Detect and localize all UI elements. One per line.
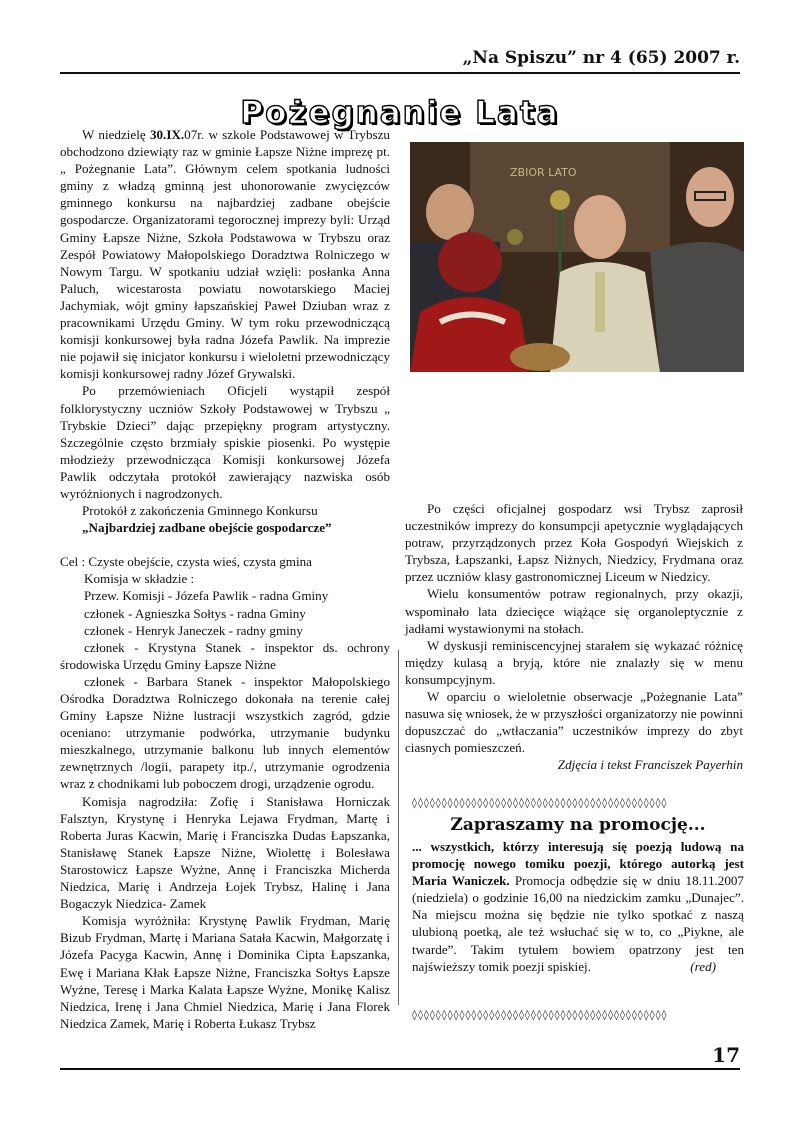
ornament-divider-bottom: ◊◊◊◊◊◊◊◊◊◊◊◊◊◊◊◊◊◊◊◊◊◊◊◊◊◊◊◊◊◊◊◊◊◊◊◊◊◊◊◊◊◊◊	[412, 1010, 668, 1021]
right-column	[405, 500, 743, 774]
awards-paragraph: Komisja nagrodziła: Zofię i Stanisława Horniczak Falsztyn, Krystynę i Henryka Lejawa Frydman, Martę i Roberta Juras Kacwin, Marię i Franciszka Dudas Łapszanka, Stanisławę Stanek Łapsze Niżne, Wiolettę i Bolesława Starostowicz Łapsze Wyżne, Annę i Franciszka Micherda Niedzica, Marię i Andrzeja Łojek Trybsz, Halinę i Jana Bogaczyk Niedzica- Zamek	[60, 793, 390, 912]
contest-name: „Najbardziej zadbane obejście gospodarcze”	[82, 520, 332, 536]
promo-box	[412, 838, 744, 975]
date-bold: 30.IX.	[149, 127, 185, 142]
committee-member: członek - Agnieszka Sołtys - radna Gminy	[84, 605, 306, 621]
committee-member: członek - Krystyna Stanek - inspektor ds. ochrony środowiska Urzędu Gminy Łapsze Niżne	[60, 639, 390, 672]
paragraph: Po przemówieniach Oficjeli wystąpił zespół folklorystyczny uczniów Szkoły Podstawowej w Trybszu „ Trybskie Dzieci” dając przepiękny program artystyczny. Szczególnie często brzmiały spiskie piosenki. Po występie młodzieży przewodnicząca Komisji konkursowej Józefa Pawlik odczytała protokół zawierający nazwiska osób wyróżnionych i nagrodzonych.	[60, 383, 390, 501]
photo-illustration	[410, 142, 744, 372]
promo-signature: (red)	[690, 958, 716, 974]
photo-credit: Zdjęcia i tekst Franciszek Payerhin	[557, 757, 743, 773]
article-title: Pożegnanie Lata	[240, 95, 560, 131]
ornament-divider-top: ◊◊◊◊◊◊◊◊◊◊◊◊◊◊◊◊◊◊◊◊◊◊◊◊◊◊◊◊◊◊◊◊◊◊◊◊◊◊◊◊◊◊◊	[412, 798, 668, 809]
column-divider	[398, 650, 399, 1005]
committee-heading: Komisja w składzie :	[84, 571, 195, 587]
distinctions-paragraph: Komisja wyróżniła: Krystynę Pawlik Frydman, Marię Bizub Frydman, Martę i Mariana Satała Kacwin, Małgorzatę i Józefa Pacyga Kacwin, Annę i Dominika Cipta Łapszanka, Ewę i Mariana Kłak Łapsze Niżne, Franciszka Sołtys Łapsze Wyżne, Teresę i Marka Kalata Łapsze Wyżne, Monikę Kalisz Niedzica, Irenę i Jana Chmiel Niedzica, Marię i Jana Florek Niedzica Zamek, Marię i Roberta Łukasz Trybsz	[60, 913, 390, 1031]
promo-title: Zapraszamy na promocję...	[450, 815, 706, 835]
committee-member: Przew. Komisji - Józefa Pawlik - radna Gminy	[84, 588, 329, 604]
paragraph: Po części oficjalnej gospodarz wsi Trybsz zaprosił uczestników imprezy do konsumpcji apetycznie wyglądających potraw, przyrządzonych przez Koła Gospodyń Wiejskich z Trybsza, Łapszanki, Łapsz Niżnych, Niedzicy, Frydmana oraz przez uczniów klasy gastronomicznej Liceum w Niedzicy.	[405, 501, 743, 585]
left-column	[60, 126, 390, 1031]
paragraph: W niedzielę 30.IX.07r. w szkole Podstawowej w Trybszu obchodzono dziewiąty raz w gminie Łapsze Niżne imprezę pt. „ Pożegnanie Lata”. Głównym celem spotkania ludności gminy z władzą gminną jest uhonorowanie zwycięzców gminnego konkursu na najbardziej zadbane obejście gospodarcze. Organizatorami tegorocznej imprezy byli: Urząd Gminy Łapsze Niżne, Szkoła Podstawowa w Trybszu oraz Zespół Powiatowy Małopolskiego Doradztwa Rolniczego w Nowym Targu. W spotkaniu udział wzięli: posłanka Anna Paluch, wicestarosta powiatu nowotarskiego Maciej Jachymiak, wójt gminy łapszańskiej Paweł Dziuban wraz z pracownikami Urzędu Gminy. W tym roku przewodniczącą komisji konkursowej była radna Józefa Pawlik. Na imprezie nie pojawił się inicjator konkursu i wieloletni przewodniczący komisji konkursowej radny Józef Grywalski.	[60, 127, 390, 382]
footer-rule	[60, 1068, 740, 1070]
banner-text: ZBIOR LATO	[510, 166, 577, 179]
promo-lead: ... wszystkich, którzy interesują się poezją ludową na promocję nowego tomiku poezji, którego autorką jest Maria Waniczek.	[412, 839, 744, 889]
publication-header: „Na Spiszu” nr 4 (65) 2007 r.	[462, 48, 740, 68]
running-header	[60, 48, 740, 68]
page-number: 17	[712, 1043, 740, 1067]
protocol-heading: Protokół z zakończenia Gminnego Konkursu	[82, 503, 318, 519]
paragraph: Wielu konsumentów potraw regionalnych, przy okazji, wspominało lata dziecięce wiążące się organoleptycznie z jadłami wystawionymi na stołach.	[405, 586, 743, 636]
article-photo	[410, 142, 744, 372]
committee-member: członek - Barbara Stanek - inspektor Małopolskiego Ośrodka Doradztwa Rolniczego dokonała na terenie całej Gminy Łapsze Niżne lustracji wszystkich zagród, gdzie oceniano: utrzymanie podwórka, utrzymanie budynku mieszkalnego, utrzymanie balkonu lub innych elementów zewnętrznych /logii, parapety itp./, utrzymanie ogrodzenia wraz z chodnikami lub poboczem drogi, urządzenie ogrodu.	[60, 673, 390, 792]
promo-body: Promocja odbędzie się w dniu 18.11.2007 (niedziela) o godzinie 16,00 na niedzickim zamku „Dunajec”. Na miejscu można się będzie nie tylko spotkać z naszą ulubioną poetką, ale też wsłuchać się w to, co „Piykne, ale twarde”. Takim tytułem bowiem opatrzony jest ten najświeższy tomik poezji spiskiej.	[412, 873, 744, 974]
paragraph: W oparciu o wieloletnie obserwacje „Pożegnanie Lata” nasuwa się wniosek, że w przyszłości organizatorzy nie powinni dopuszczać do „wtłaczania” uczestników imprezy do zbyt ciasnych pomieszczeń.	[405, 689, 743, 756]
goal-line: Cel : Czyste obejście, czysta wieś, czysta gmina	[60, 554, 312, 570]
committee-member: członek - Henryk Janeczek - radny gminy	[84, 622, 303, 638]
paragraph: W dyskusji reminiscencyjnej starałem się wykazać różnicę między kulasą a bryją, które nie znalazły się w menu konsumpcyjnym.	[405, 637, 743, 687]
header-rule	[60, 72, 740, 74]
